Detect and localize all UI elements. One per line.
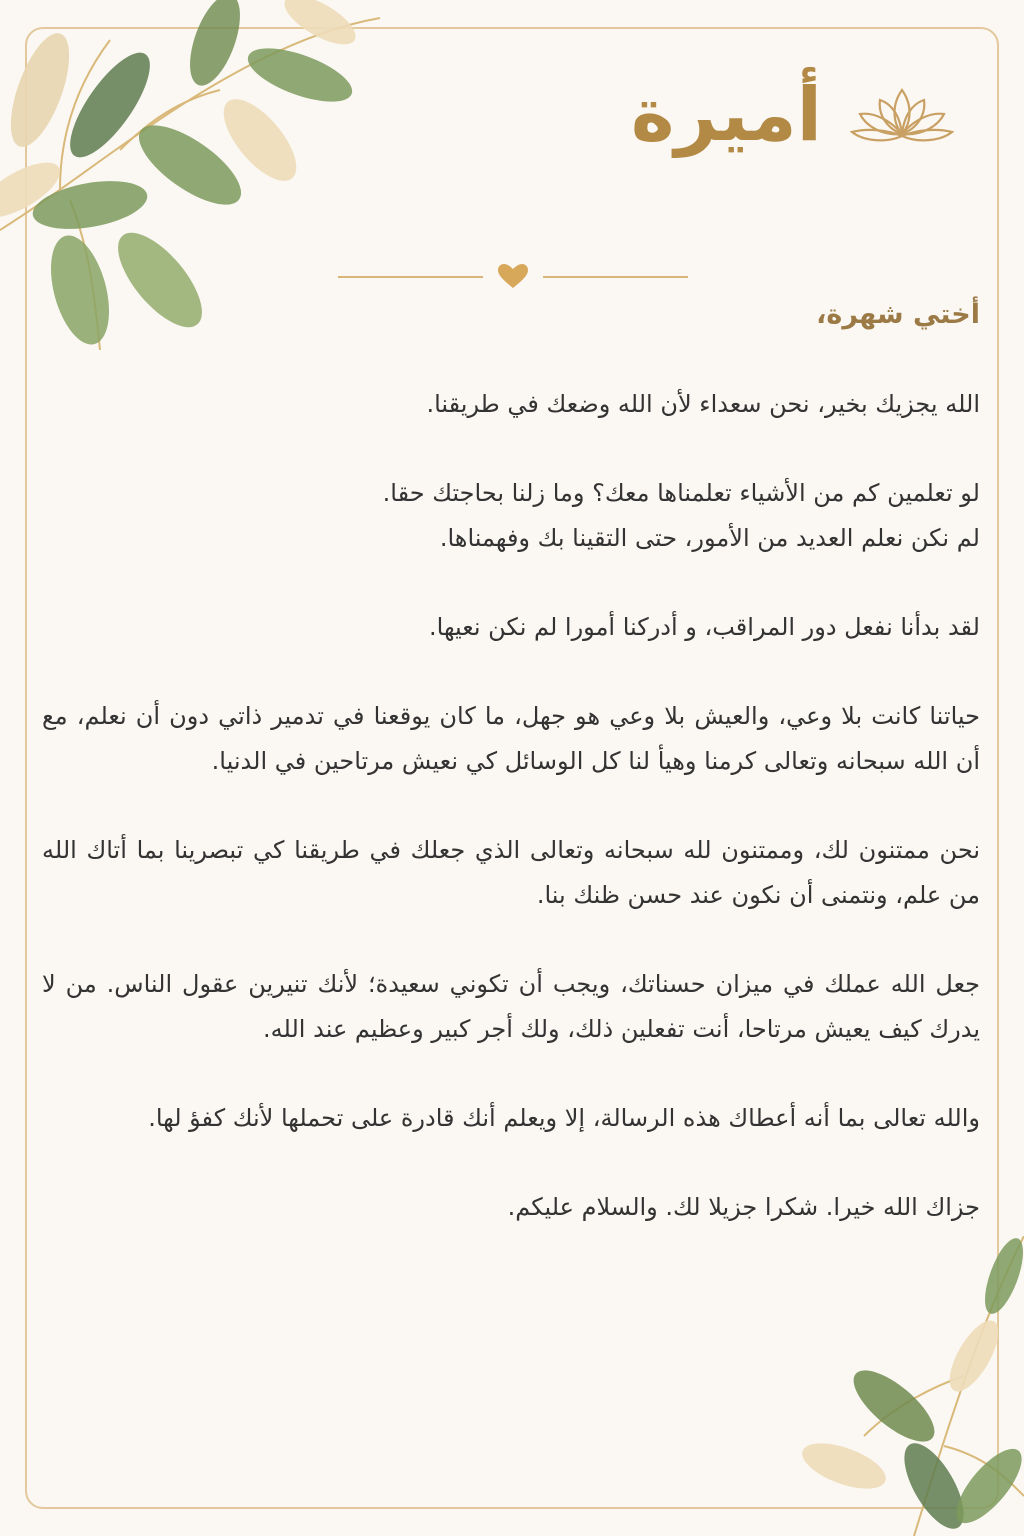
lotus-icon [848, 82, 956, 148]
paragraph-line: الله يجزيك بخير، نحن سعداء لأن الله وضعك في طريقنا. [426, 390, 980, 418]
divider [338, 262, 688, 292]
paragraph: جزاك الله خيرا. شكرا جزيلا لك. والسلام عليكم. [507, 1193, 980, 1221]
paragraph [42, 382, 980, 427]
page-title: أميرة [630, 72, 822, 158]
header [630, 72, 956, 158]
paragraph-line: لو تعلمين كم من الأشياء تعلمناها معك؟ وما زلنا بحاجتك حقا. [382, 479, 980, 507]
paragraph [42, 471, 980, 561]
greeting: أختي شهرة، [816, 299, 980, 330]
paragraph: جعل الله عملك في ميزان حسناتك، ويجب أن تكوني سعيدة؛ لأنك تنيرين عقول الناس. من لا يدرك كيف يعيش مرتاحا، أنت تفعلين ذلك، ولك أجر كبير وعظيم عند الله. [42, 970, 980, 1043]
paragraph: حياتنا كانت بلا وعي، والعيش بلا وعي هو جهل، ما كان يوقعنا في تدمير ذاتي دون أن نعلم، مع أن الله سبحانه وتعالى كرمنا وهيأ لنا كل الوسائل كي نعيش مرتاحين في الدنيا. [42, 702, 980, 775]
heart-icon [498, 264, 528, 288]
letter-body [42, 292, 980, 1274]
paragraph: لقد بدأنا نفعل دور المراقب، و أدركنا أمورا لم نكن نعيها. [429, 613, 980, 641]
paragraph: نحن ممتنون لك، وممتنون لله سبحانه وتعالى الذي جعلك في طريقنا كي تبصرينا بما أتاك الله من علم، ونتمنى أن نكون عند حسن ظنك بنا. [42, 836, 980, 909]
paragraph-line: لم نكن نعلم العديد من الأمور، حتى التقينا بك وفهمناها. [439, 524, 980, 552]
leaf-branch-decoration [784, 1236, 1024, 1536]
paragraph: والله تعالى بما أنه أعطاك هذه الرسالة، إلا ويعلم أنك قادرة على تحملها لأنك كفؤ لها. [148, 1104, 980, 1132]
